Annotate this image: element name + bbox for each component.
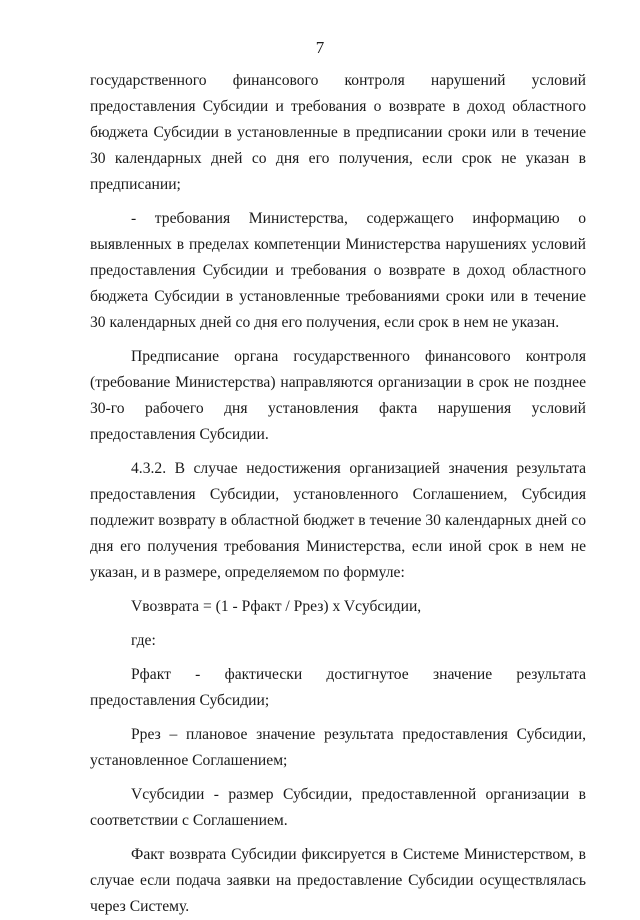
definition-prez: Ррез – плановое значение результата предоставления Субсидии, установленное Соглашением; [90,726,586,769]
definition-pfakt: Рфакт - фактически достигнутое значение результата предоставления Субсидии; [90,666,586,709]
paragraph-ministry-requirement: - требования Министерства, содержащего информацию о выявленных в пределах компетенции Министерства нарушениях условий предоставления Субсидии и требования о возврате в доход областного бюджета Субсидии в установленные требованиями сроки или в течение 30 календарных дней со дня его получения, если срок в нем не указан. [90,210,586,331]
paragraph-4-3-2: 4.3.2. В случае недостижения организацией значения результата предоставления Субсидии, установленного Соглашением, Субсидия подлежит возврату в областной бюджет в течение 30 календарных дней со дня его получения требования Министерства, если иной срок в нем не указан, и в размере, определяемом по формуле: [90,460,586,581]
document-body [90,68,586,920]
page-number: 7 [315,38,325,57]
formula-where: где: [131,632,156,649]
paragraph-return-fact: Факт возврата Субсидии фиксируется в Системе Министерством, в случае если подача заявки на предоставление Субсидии осуществлялась через Систему. [90,846,586,915]
paragraph-prescription: Предписание органа государственного финансового контроля (требование Министерства) направляются организации в срок не позднее 30-го рабочего дня установления факта нарушения условий предоставления Субсидии. [90,348,586,443]
formula: Vвозврата = (1 - Рфакт / Ррез) x Vсубсидии, [131,598,422,615]
paragraph-continuation: государственного финансового контроля нарушений условий предоставления Субсидии и требования о возврате в доход областного бюджета Субсидии в установленные в предписании сроки или в течение 30 календарных дней со дня его получения, если срок не указан в предписании; [90,72,586,193]
definition-vsubsidii: Vсубсидии - размер Субсидии, предоставленной организации в соответствии с Соглашением. [90,786,586,829]
